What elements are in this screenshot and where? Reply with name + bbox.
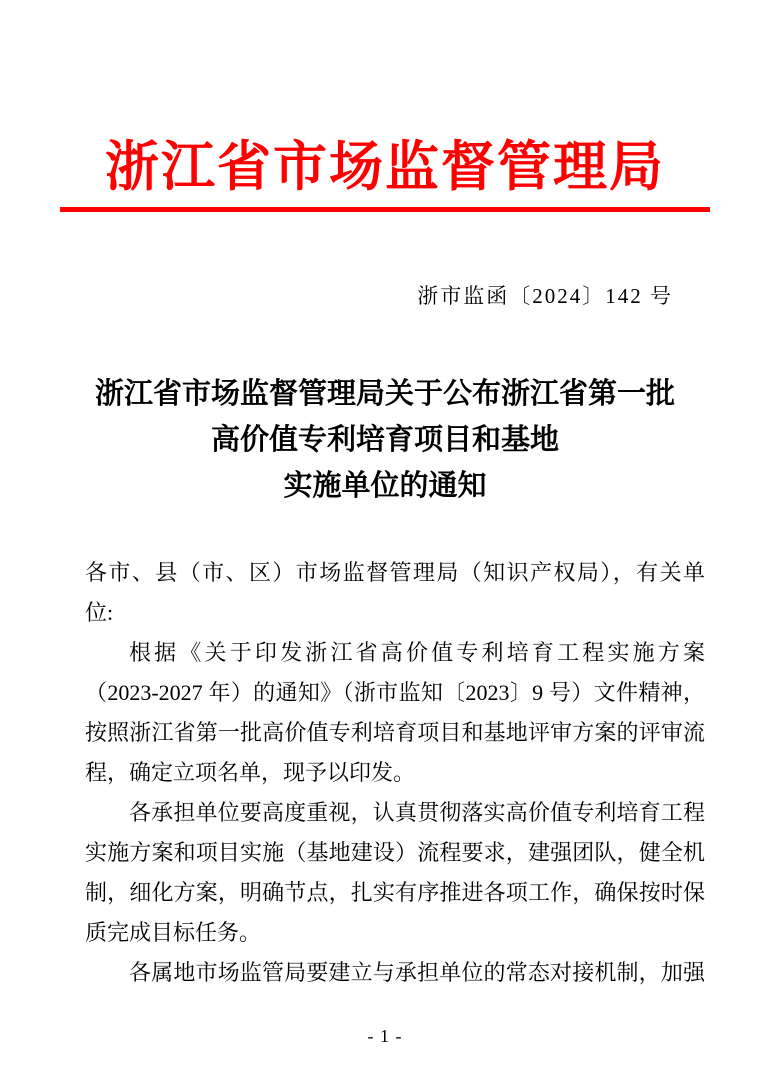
body-line: （2023-2027 年）的通知》（浙市监知〔2023〕9 号）文件精神， <box>85 680 705 705</box>
notice-title-line: 实施单位的通知 <box>283 470 487 502</box>
body-line: 质完成目标任务。 <box>85 920 262 945</box>
notice-title <box>0 371 770 509</box>
body-line: 各市、县（市、区）市场监督管理局（知识产权局），有关单 <box>85 560 705 585</box>
body-line: 位: <box>85 600 114 625</box>
document-reference-number: 浙市监函〔2024〕142 号 <box>417 284 673 308</box>
body-line: 各属地市场监管局要建立与承担单位的常态对接机制，加强 <box>129 960 705 985</box>
body-line: 程，确定立项名单，现予以印发。 <box>85 760 416 785</box>
body-line: 根据《关于印发浙江省高价值专利培育工程实施方案 <box>129 640 705 665</box>
page-number: - 1 - <box>367 1026 403 1046</box>
body-line: 按照浙江省第一批高价值专利培育项目和基地评审方案的评审流 <box>85 720 705 745</box>
notice-body <box>85 553 705 993</box>
notice-title-line: 高价值专利培育项目和基地 <box>210 424 559 456</box>
body-line: 制，细化方案，明确节点，扎实有序推进各项工作，确保按时保 <box>85 880 705 905</box>
agency-header-title: 浙江省市场监督管理局 <box>105 135 665 198</box>
notice-title-line: 浙江省市场监督管理局关于公布浙江省第一批 <box>94 378 675 410</box>
body-line: 各承担单位要高度重视，认真贯彻落实高价值专利培育工程 <box>129 800 705 825</box>
header-divider-rule <box>60 207 710 212</box>
body-line: 实施方案和项目实施（基地建设）流程要求，建强团队，健全机 <box>85 840 705 865</box>
